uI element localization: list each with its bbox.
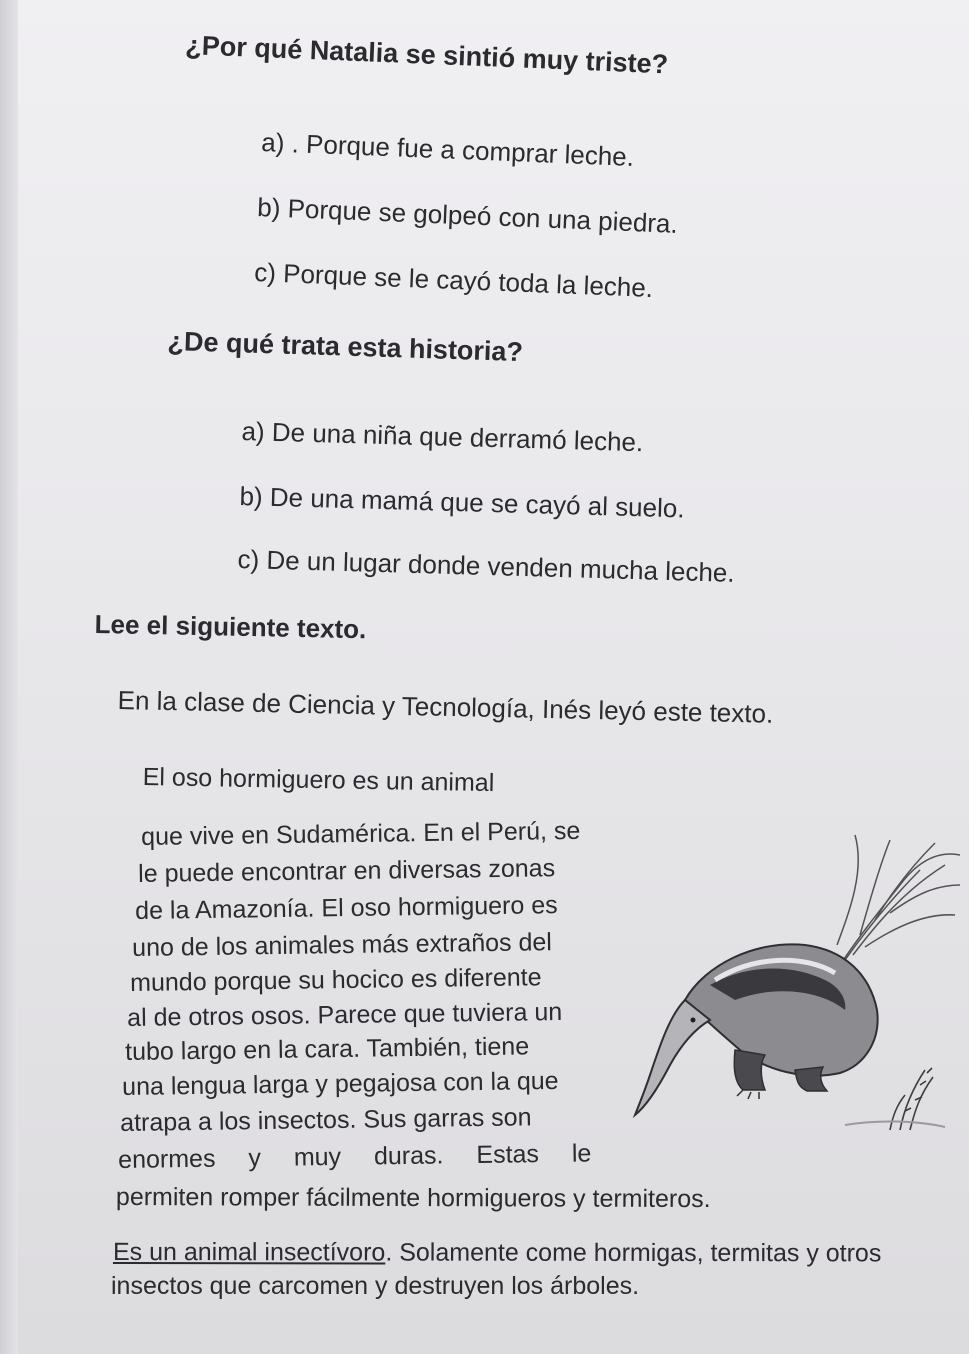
reading-intro: En la clase de Ciencia y Tecnología, Inés leyó este texto. [117, 685, 774, 729]
passage-conclusion-line-1 [113, 1238, 881, 1268]
underlined-phrase: Es un animal insectívoro [112, 1238, 386, 1267]
passage-line-2: que vive en Sudamérica. En el Perú, se [141, 816, 581, 851]
passage-conclusion-line-2: insectos que carcomen y destruyen los árboles. [111, 1272, 640, 1300]
passage-line-4: de la Amazonía. El oso hormiguero es [135, 891, 558, 925]
passage-line-3: le puede encontrar en diversas zonas [138, 854, 556, 888]
question-2-option-b: b) De una mamá que se cayó al suelo. [239, 481, 685, 524]
page-edge [0, 0, 18, 1354]
passage-line-11: enormes y muy duras. Estas le [118, 1139, 592, 1174]
question-1-option-b: b) Porque se golpeó con una piedra. [256, 192, 679, 239]
question-2-option-a: a) De una niña que derramó leche. [241, 416, 644, 458]
passage-line-5: uno de los animales más extraños del [132, 928, 553, 962]
reading-heading: Lee el siguiente texto. [94, 609, 367, 645]
question-1-option-a: a) . Porque fue a comprar leche. [260, 127, 635, 172]
question-1: ¿Por qué Natalia se sintió muy triste? [184, 30, 669, 80]
question-1-option-c: c) Porque se le cayó toda la leche. [253, 257, 654, 303]
passage-line-9: una lengua larga y pegajosa con la que [122, 1066, 559, 1101]
passage-line-1: El oso hormiguero es un animal [142, 763, 495, 798]
anteater-illustration-icon [615, 815, 965, 1145]
passage-line-12: permiten romper fácilmente hormigueros y termiteros. [115, 1183, 711, 1214]
conclusion-rest: . Solamente come hormigas, termitas y otros [385, 1238, 882, 1268]
question-2-option-c: c) De un lugar donde venden mucha leche. [237, 544, 736, 588]
passage-line-7: al de otros osos. Parece que tuviera un [127, 997, 563, 1032]
passage-line-10: atrapa a los insectos. Sus garras son [120, 1103, 532, 1137]
passage-line-8: tubo largo en la cara. También, tiene [125, 1032, 530, 1066]
passage-line-6: mundo porque su hocico es diferente [130, 963, 542, 997]
question-2: ¿De qué trata esta historia? [167, 326, 524, 368]
